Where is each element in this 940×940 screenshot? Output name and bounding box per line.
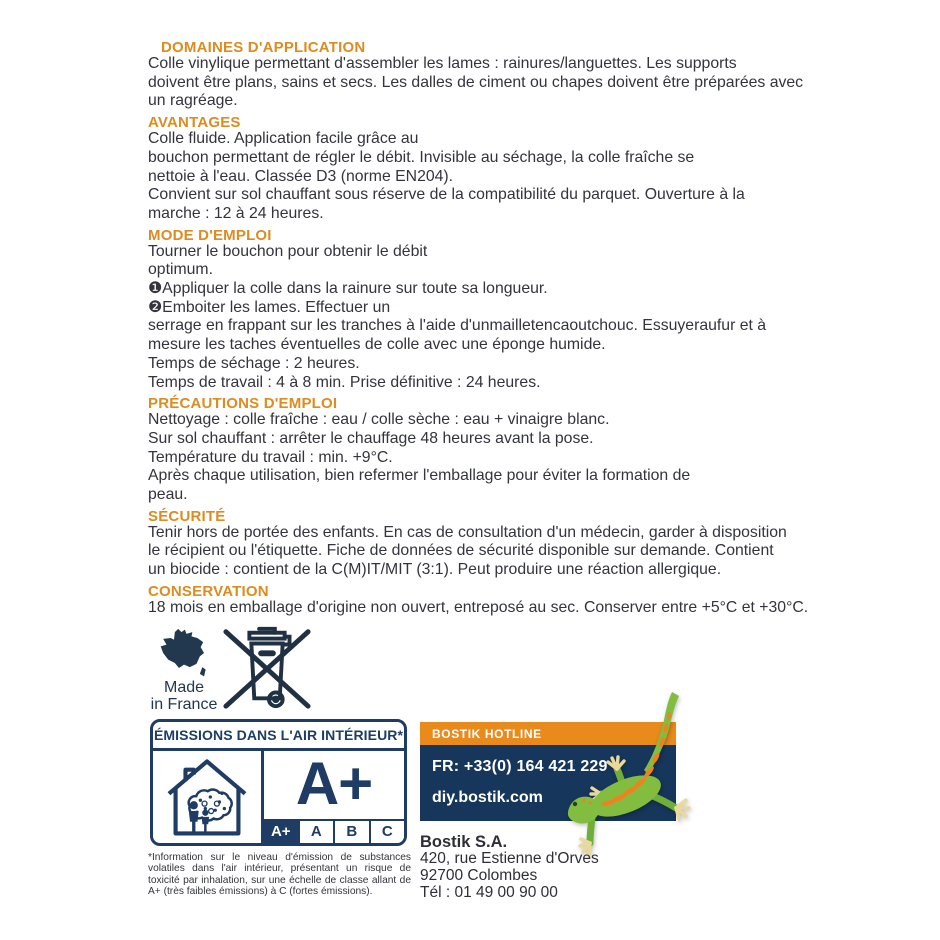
company-address bbox=[420, 834, 599, 902]
section-title: CONSERVATION bbox=[148, 582, 269, 600]
text-line: bouchon permettant de régler le débit. Invisible au séchage, la colle fraîche se bbox=[148, 148, 695, 166]
emissions-main bbox=[153, 751, 404, 843]
france-map-icon bbox=[159, 626, 209, 680]
crossed-wheelie-bin-icon bbox=[220, 620, 314, 714]
text-line: un biocide : contient de la C(M)IT/MIT (3:1). Peut produire une réaction allergique. bbox=[148, 561, 722, 579]
section-title: PRÉCAUTIONS D'EMPLOI bbox=[148, 395, 338, 413]
text-line: 18 mois en emballage d'origine non ouvert, entreposé au sec. Conserver entre +5°C et +30°C. bbox=[148, 598, 809, 616]
text-line: Tél : 01 49 00 90 00 bbox=[420, 883, 558, 901]
section-body bbox=[148, 599, 848, 618]
text-line: ❷Emboiter les lames. Effectuer un bbox=[148, 298, 391, 316]
text-line: Colle fluide. Application facile grâce au bbox=[148, 130, 419, 148]
section-precautions-demploi bbox=[148, 396, 848, 505]
text-line: Après chaque utilisation, bien refermer l'emballage pour éviter la formation de bbox=[148, 467, 691, 485]
section-title: MODE D'EMPLOI bbox=[148, 226, 272, 244]
text-line: marche : 12 à 24 heures. bbox=[148, 204, 324, 222]
section-domaines-application bbox=[148, 40, 848, 111]
made-in-france-line2: in France bbox=[150, 695, 218, 713]
emission-class-cell-c: C bbox=[369, 821, 405, 843]
emission-class-cell-a: A bbox=[298, 821, 334, 843]
text-line: Colle vinylique permettant d'assembler les lames : rainures/languettes. Les supports bbox=[148, 55, 737, 72]
hotline-website: diy.bostik.com bbox=[432, 789, 543, 806]
emission-class-cell-b: B bbox=[333, 821, 369, 843]
section-body bbox=[148, 411, 848, 505]
emissions-footnote: *Information sur le niveau d'émission de substances volatiles dans l'air intérieur, présentant un risque de toxicité par inhalation, sur une échelle de classe allant de A+ (très faibles émissions) à C (fortes émissions). bbox=[148, 852, 411, 897]
house-emissions-cell bbox=[153, 751, 264, 843]
text-line: le récipient ou l'étiquette. Fiche de données de sécurité disponible sur demande. Contient bbox=[148, 542, 774, 560]
text-line: Convient sur sol chauffant sous réserve de la compatibilité du parquet. Ouverture à la bbox=[148, 186, 745, 204]
section-title: AVANTAGES bbox=[148, 114, 241, 132]
text-line: Tourner le bouchon pour obtenir le débit bbox=[148, 242, 428, 260]
section-title: SÉCURITÉ bbox=[148, 507, 226, 525]
text-line: Temps de séchage : 2 heures. bbox=[148, 354, 360, 372]
section-title: DOMAINES D'APPLICATION bbox=[161, 39, 366, 56]
text-line: 92700 Colombes bbox=[420, 866, 538, 884]
company-name: Bostik S.A. bbox=[420, 833, 508, 851]
emissions-scale bbox=[264, 819, 404, 843]
house-emissions-icon bbox=[161, 754, 253, 840]
emissions-rating-cell bbox=[264, 751, 404, 843]
section-mode-demploi bbox=[148, 228, 848, 393]
section-body bbox=[148, 130, 848, 224]
emissions-air-label bbox=[150, 719, 407, 846]
made-in-france-badge bbox=[146, 626, 222, 713]
text-line: Température du travail : min. +9°C. bbox=[148, 448, 393, 466]
text-line: un ragréage. bbox=[148, 92, 238, 110]
section-body bbox=[148, 524, 848, 580]
hotline-header: BOSTIK HOTLINE bbox=[420, 722, 676, 745]
label-text-sections bbox=[148, 33, 848, 618]
emissions-rating-large: A+ bbox=[295, 750, 373, 817]
section-body bbox=[148, 243, 848, 393]
emission-class-cell-aplus: A+ bbox=[264, 821, 298, 843]
hotline-phone: FR: +33(0) 164 421 229 bbox=[432, 758, 608, 775]
text-line: doivent être plans, sains et secs. Les dalles de ciment ou chapes doivent être préparées avec bbox=[148, 73, 804, 91]
address-lines bbox=[420, 851, 599, 902]
emissions-title: ÉMISSIONS DANS L'AIR INTÉRIEUR* bbox=[153, 722, 404, 751]
section-avantages bbox=[148, 115, 848, 224]
text-line: peau. bbox=[148, 486, 188, 504]
text-line: mesure les taches éventuelles de colle avec une éponge humide. bbox=[148, 336, 606, 354]
section-body bbox=[148, 55, 848, 111]
text-line: Temps de travail : 4 à 8 min. Prise définitive : 24 heures. bbox=[148, 373, 541, 391]
text-line: Sur sol chauffant : arrêter le chauffage 48 heures avant la pose. bbox=[148, 429, 594, 447]
text-line: 420, rue Estienne d'Orves bbox=[420, 849, 599, 867]
text-line: ❶Appliquer la colle dans la rainure sur toute sa longueur. bbox=[148, 280, 548, 298]
section-conservation bbox=[148, 584, 848, 618]
text-line: Tenir hors de portée des enfants. En cas de consultation d'un médecin, garder à disposition bbox=[148, 523, 787, 541]
section-securite bbox=[148, 509, 848, 580]
text-line: optimum. bbox=[148, 261, 213, 279]
text-line: nettoie à l'eau. Classée D3 (norme EN204). bbox=[148, 167, 454, 185]
text-line: serrage en frappant sur les tranches à l'aide d'unmailletencaoutchouc. Essuyeraufur et à bbox=[148, 317, 767, 335]
text-line: Nettoyage : colle fraîche : eau / colle sèche : eau + vinaigre blanc. bbox=[148, 411, 610, 429]
made-in-france-line1: Made bbox=[163, 679, 205, 696]
